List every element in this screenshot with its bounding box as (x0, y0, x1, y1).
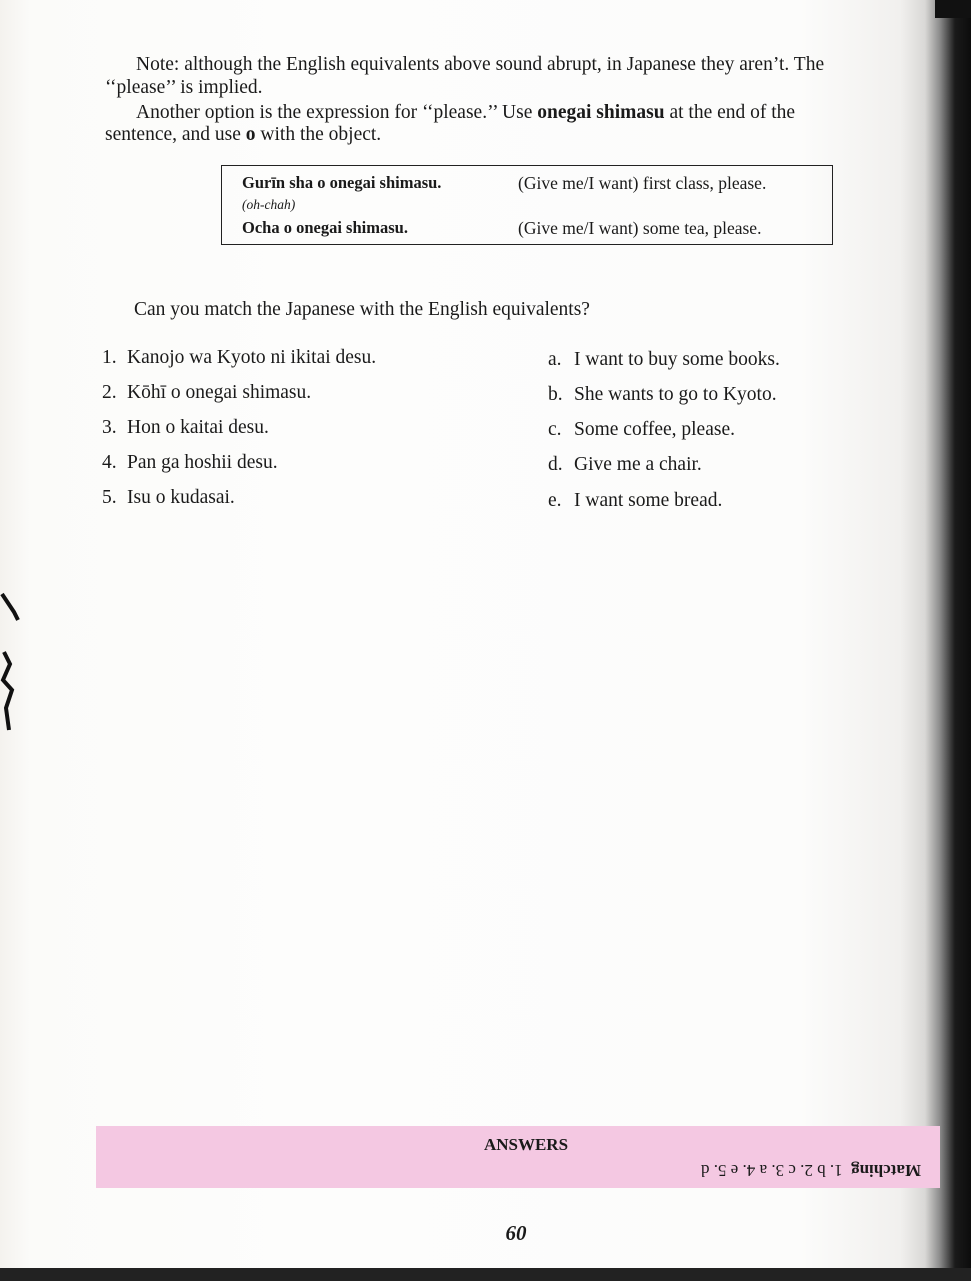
item-text: Some coffee, please. (574, 419, 735, 440)
item-letter: e. (548, 490, 562, 511)
list-item (102, 417, 269, 439)
example-pronunciation: (oh-chah) (242, 197, 296, 212)
item-number: 3. (102, 417, 117, 438)
example-japanese: Gurīn sha o onegai shimasu. (242, 173, 442, 192)
item-number: 1. (102, 347, 117, 368)
exercise-question: Can you match the Japanese with the English equivalents? (134, 299, 590, 320)
option-text: sentence, and use (105, 124, 241, 145)
item-text: Hon o kaitai desu. (127, 417, 269, 438)
note-line-2: ‘‘please’’ is implied. (105, 77, 263, 98)
item-text: Give me a chair. (574, 454, 702, 475)
item-text: She wants to go to Kyoto. (574, 384, 777, 405)
item-number: 5. (102, 487, 117, 508)
page-number: 60 (505, 1221, 527, 1245)
scan-edge-bottom (0, 1268, 971, 1281)
example-english: (Give me/I want) first class, please. (518, 173, 767, 193)
list-item (548, 349, 780, 371)
scan-edge-top (935, 0, 971, 18)
item-text: Pan ga hoshii desu. (127, 452, 278, 473)
note-line-1: Note: although the English equivalents above sound abrupt, in Japanese they aren’t. The (136, 54, 825, 75)
answers-label: Matching (851, 1161, 922, 1180)
answers-band (96, 1126, 940, 1188)
example-box (221, 165, 833, 245)
list-item (102, 487, 235, 509)
item-text: Kōhī o onegai shimasu. (127, 382, 312, 403)
binding-ink-mark (0, 590, 26, 740)
item-text: I want some bread. (574, 490, 723, 511)
list-item (548, 384, 777, 406)
option-text: Another option is the expression for ‘‘please.’’ Use (136, 102, 533, 123)
item-letter: b. (548, 384, 563, 405)
item-text: I want to buy some books. (574, 349, 780, 370)
list-item (102, 452, 278, 474)
answers-title: ANSWERS (483, 1135, 569, 1154)
list-item (102, 382, 311, 404)
item-number: 4. (102, 452, 117, 473)
example-japanese: Ocha o onegai shimasu. (242, 218, 408, 237)
item-letter: d. (548, 454, 563, 475)
list-item (548, 419, 735, 441)
list-item (548, 490, 722, 512)
list-item (548, 454, 702, 476)
item-text: Kanojo wa Kyoto ni ikitai desu. (127, 347, 377, 368)
option-term: onegai shimasu (537, 102, 665, 123)
item-number: 2. (102, 382, 117, 403)
option-text: at the end of the (669, 102, 796, 123)
answers-items: 1. b 2. c 3. a 4. e 5. d (700, 1161, 843, 1180)
option-text: with the object. (260, 124, 382, 145)
option-particle: o (245, 124, 256, 145)
answers-upside-down (601, 1160, 971, 1180)
option-line-1 (136, 102, 795, 124)
item-letter: c. (548, 419, 562, 440)
example-english: (Give me/I want) some tea, please. (518, 218, 762, 238)
item-text: Isu o kudasai. (127, 487, 235, 508)
list-item (102, 347, 376, 369)
option-line-2 (105, 124, 381, 146)
item-letter: a. (548, 349, 562, 370)
